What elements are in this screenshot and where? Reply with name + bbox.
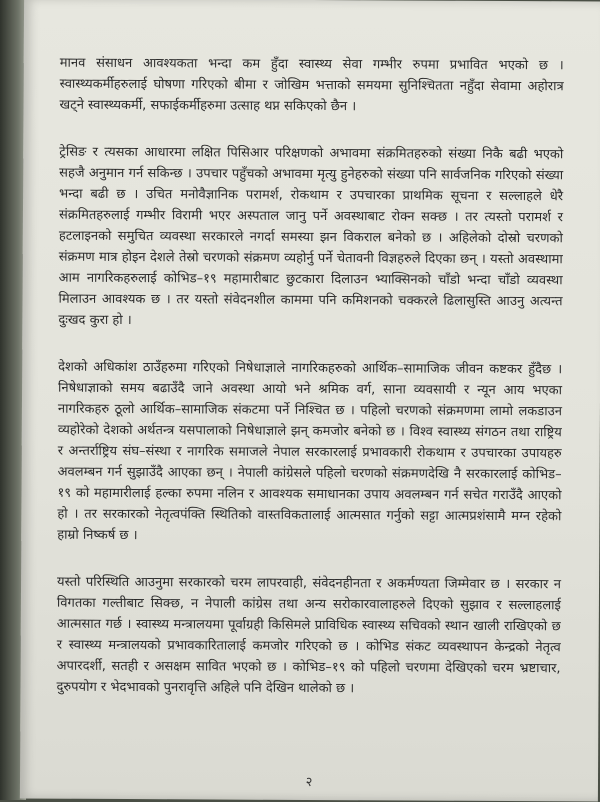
paragraph: देशको अधिकांश ठाउँहरुमा गरिएको निषेधाज्ञाले नागरिकहरुको आर्थिक–सामाजिक जीवन कष्टकर हुँदैछ । निषेधाज्ञाको समय बढाउँदै जाने अवस्था आयो भने श्रमिक वर्ग, साना व्यवसायी र न्यून आय भएका नागरिकहरु ठूलो आर्थिक–सामाजिक संकटमा पर्ने निश्चित छ । पहिलो चरणको संक्रमणमा लामो लकडाउन व्यहोरेको देशको अर्थतन्त्र यसपालाको निषेधाज्ञाले झन् कमजोर बनेको छ । विश्व स्वास्थ्य संगठन तथा राष्ट्रिय र अन्तर्राष्ट्रिय संघ–संस्था र नागरिक समाजले नेपाल सरकारलाई प्रभावकारी रोकथाम र उपचारका उपायहरु अवलम्बन गर्न सुझाउँदै आएका छन् । नेपाली कांग्रेसले पहिलो चरणको संक्रमणदेखि नै सरकारलाई कोभिड–१९ को महामारीलाई हल्का रुपमा नलिन र आवश्यक समाधानका उपाय अवलम्बन गर्न सचेत गराउँदै आएको हो । तर सरकारको नेतृत्वपंक्ति स्थितिको वास्तविकतालाई आत्मसात गर्नुको सट्टा आत्मप्रशंसामै मग्न रहेको हाम्रो निष्कर्ष छ । [57, 359, 563, 544]
document-body [56, 53, 563, 701]
page-number: २ [305, 774, 313, 791]
document-page [20, 0, 600, 802]
paragraph: मानव संसाधन आवश्यकता भन्दा कम हुँदा स्वास्थ्य सेवा गम्भीर रुपमा प्रभावित भएको छ । स्वास्थ्यकर्मीहरुलाई घोषणा गरिएको बीमा र जोखिम भत्ताको समयमा सुनिश्चितता नहुँदा सेवामा अहोरात्र खट्ने स्वास्थ्यकर्मी, सफाईकर्मीहरुमा उत्साह थप्न सकिएको छैन । [59, 55, 564, 115]
paragraph: यस्तो परिस्थिति आउनुमा सरकारको चरम लापरवाही, संवेदनहीनता र अकर्मण्यता जिम्मेवार छ । सरकार न विगतका गल्तीबाट सिक्छ, न नेपाली कांग्रेस तथा अन्य सरोकारवालाहरुले दिएको सुझाव र सल्लाहलाई आत्मसात गर्छ । स्वास्थ्य मन्त्रालयमा पूर्वाग्रही किसिमले प्राविधिक स्वास्थ्य सचिवको स्थान खाली राखिएको छ र स्वास्थ्य मन्त्रालयको प्रभावकारितालाई कमजोर गरिएको छ । कोभिड संकट व्यवस्थापन केन्द्रको नेतृत्व अपारदर्शी, सतही र असक्षम सावित भएको छ । कोभिड–१९ को पहिलो चरणमा देखिएको चरम भ्रष्टाचार, दुरुपयोग र भेदभावको पुनरावृत्ति अहिले पनि देखिन थालेको छ । [56, 574, 562, 697]
paragraph: ट्रेसिङ र त्यसका आधारमा लक्षित पिसिआर परिक्षणको अभावमा संक्रमितहरुको संख्या निकै बढी भएको सहजै अनुमान गर्न सकिन्छ । उपचार पहुँचको अभावमा मृत्यु हुनेहरुको संख्या पनि सार्वजनिक गरिएको संख्या भन्दा बढी छ । उचित मनोवैज्ञानिक परामर्श, रोकथाम र उपचारका प्राथमिक सूचना र सल्लाहले धेरै संक्रमितहरुलाई गम्भीर विरामी भएर अस्पताल जानु पर्ने अवस्थाबाट रोक्न सक्छ । तर त्यस्तो परामर्श र हटलाइनको समुचित व्यवस्था सरकारले नगर्दा समस्या झन विकराल बनेको छ । अहिलेको दोस्रो चरणको संक्रमण मात्र होइन देशले तेस्रो चरणको संक्रमण व्यहोर्नु पर्ने चेतावनी विज्ञहरुले दिएका छन् । यस्तो अवस्थामा आम नागरिकहरुलाई कोभिड–१९ महामारीबाट छुटकारा दिलाउन भ्याक्सिनको चाँडो भन्दा चाँडो व्यवस्था मिलाउन आवश्यक छ । तर यस्तो संवेदनशील काममा पनि कमिशनको चक्करले ढिलासुस्ति आउनु अत्यन्त दुःखद कुरा हो । [58, 144, 564, 329]
